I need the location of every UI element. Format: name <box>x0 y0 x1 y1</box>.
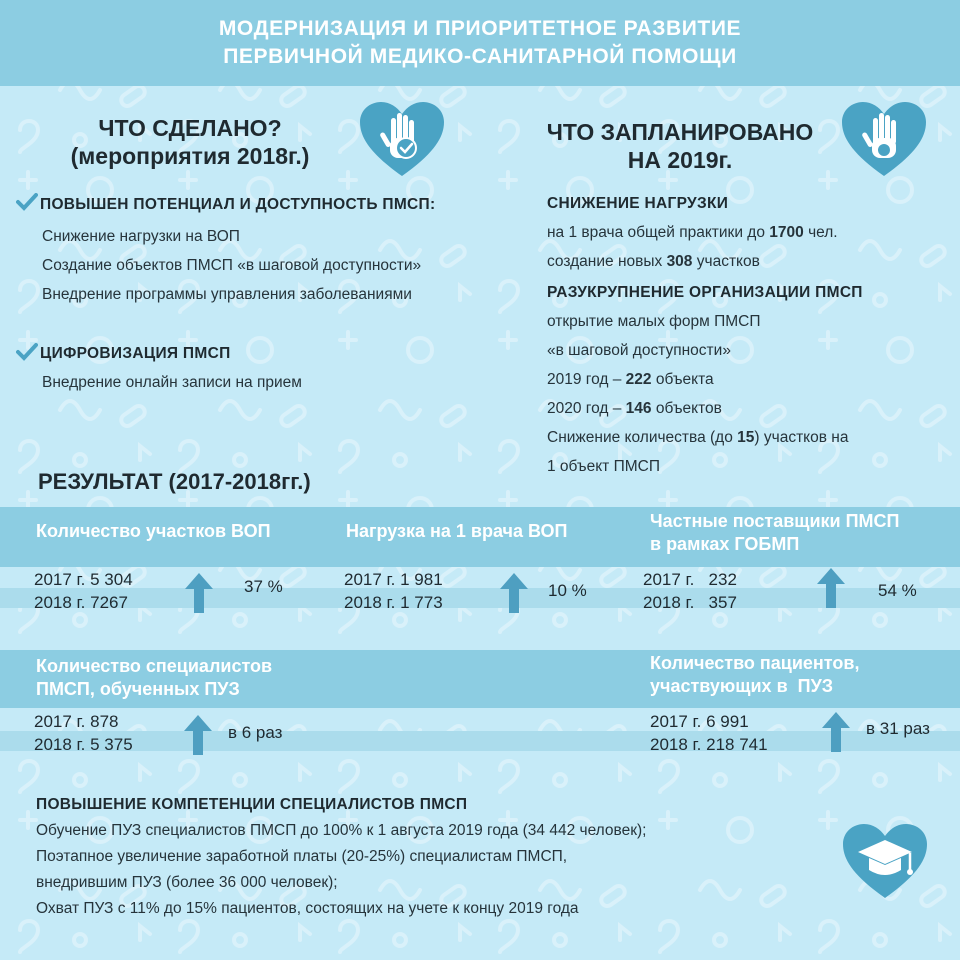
text: объектов <box>651 400 722 417</box>
metric-load-values <box>344 568 443 614</box>
value-2017: 2017 г. 232 <box>643 570 737 589</box>
list-item <box>547 423 957 452</box>
done-title-line2: (мероприятия 2018г.) <box>70 143 310 169</box>
check-icon <box>16 193 38 211</box>
value-2017: 2017 г. 6 991 <box>650 712 749 731</box>
metric-private-providers-heading <box>650 510 899 556</box>
planned-group2-heading: РАЗУКРУПНЕНИЕ ОРГАНИЗАЦИИ ПМСП <box>547 284 863 301</box>
competence-heading: ПОВЫШЕНИЕ КОМПЕТЕНЦИИ СПЕЦИАЛИСТОВ ПМСП <box>36 796 468 813</box>
up-arrow-icon <box>185 573 213 613</box>
heading-line1: Частные поставщики ПМСП <box>650 511 900 531</box>
bold-value: 222 <box>625 371 652 388</box>
metric-trained-specialists-values <box>34 710 133 756</box>
value-2018: 2018 г. 1 773 <box>344 593 443 612</box>
list-item: Снижение нагрузки на ВОП <box>42 228 240 245</box>
list-item: Поэтапное увеличение заработной платы (20-25%) специалистам ПМСП, <box>36 848 568 865</box>
text: 2020 год – <box>547 400 626 417</box>
bold-value: 308 <box>666 253 693 270</box>
list-item <box>547 247 947 276</box>
list-item: Охват ПУЗ с 11% до 15% пациентов, состоящих на учете к концу 2019 года <box>36 900 579 917</box>
results-title: РЕЗУЛЬТАТ (2017-2018гг.) <box>38 469 311 494</box>
heading-line1: Количество пациентов, <box>650 653 860 673</box>
metric-patients-values <box>650 710 768 756</box>
header-title-line1: МОДЕРНИЗАЦИЯ И ПРИОРИТЕТНОЕ РАЗВИТИЕ <box>218 17 742 40</box>
metric-ward-count-values <box>34 568 133 614</box>
metric-ward-count-change: 37 % <box>244 577 283 596</box>
metric-load-heading: Нагрузка на 1 врача ВОП <box>346 521 568 541</box>
text: объекта <box>651 371 714 388</box>
done-group1-heading: ПОВЫШЕН ПОТЕНЦИАЛ И ДОСТУПНОСТЬ ПМСП: <box>40 196 436 213</box>
up-arrow-icon <box>184 715 212 755</box>
metric-private-providers-change: 54 % <box>878 581 917 600</box>
text: Снижение количества (до <box>547 429 738 446</box>
results-stripe-2 <box>0 731 960 751</box>
done-group2-list <box>42 368 442 397</box>
competence-list <box>36 818 826 922</box>
planned-title-line1: ЧТО ЗАПЛАНИРОВАНО <box>546 119 814 145</box>
done-group2-heading: ЦИФРОВИЗАЦИЯ ПМСП <box>40 345 231 362</box>
list-item: Внедрение онлайн записи на прием <box>42 374 302 391</box>
bold-value: 1700 <box>769 224 804 241</box>
value-2017: 2017 г. 878 <box>34 712 119 731</box>
list-item <box>547 218 947 247</box>
metric-load-change: 10 % <box>548 581 587 600</box>
metric-trained-specialists-change: в 6 раз <box>228 723 283 742</box>
list-item <box>547 365 957 394</box>
list-item: Создание объектов ПМСП «в шаговой доступности» <box>42 257 422 274</box>
planned-group1-heading: СНИЖЕНИЕ НАГРУЗКИ <box>547 195 729 212</box>
heading-line2: ПМСП, обученных ПУЗ <box>36 679 240 699</box>
value-2018: 2018 г. 357 <box>643 593 737 612</box>
heart-hand-icon <box>840 100 928 180</box>
text: ) участков на <box>754 429 849 446</box>
text: участков <box>692 253 760 270</box>
results-stripe-1 <box>0 588 960 608</box>
heading-line2: в рамках ГОБМП <box>650 534 800 554</box>
text: на 1 врача общей практики до <box>547 224 770 241</box>
planned-title-line2: НА 2019г. <box>627 147 733 173</box>
list-item <box>547 394 957 423</box>
header-banner <box>0 0 960 86</box>
list-item: внедрившим ПУЗ (более 36 000 человек); <box>36 874 338 891</box>
done-title <box>40 114 340 170</box>
planned-group1-list <box>547 218 947 276</box>
planned-title <box>530 118 830 174</box>
text: 2019 год – <box>547 371 626 388</box>
value-2017: 2017 г. 5 304 <box>34 570 133 589</box>
value-2018: 2018 г. 7267 <box>34 593 128 612</box>
up-arrow-icon <box>822 712 850 752</box>
value-2018: 2018 г. 218 741 <box>650 735 768 754</box>
value-2017: 2017 г. 1 981 <box>344 570 443 589</box>
bold-value: 15 <box>737 429 755 446</box>
list-item: Внедрение программы управления заболеваниями <box>42 286 412 303</box>
done-group1-list <box>42 222 542 309</box>
header-title-line2: ПЕРВИЧНОЙ МЕДИКО-САНИТАРНОЙ ПОМОЩИ <box>223 45 737 68</box>
list-item: открытие малых форм ПМСП <box>547 313 761 330</box>
list-item: Обучение ПУЗ специалистов ПМСП до 100% к 1 августа 2019 года (34 442 человек); <box>36 822 647 839</box>
list-item: «в шаговой доступности» <box>547 342 731 359</box>
up-arrow-icon <box>500 573 528 613</box>
heading-line1: Количество специалистов <box>36 656 273 676</box>
heart-hand-check-icon <box>358 100 446 180</box>
up-arrow-icon <box>817 568 845 608</box>
planned-group2-list <box>547 307 957 481</box>
metric-ward-count-heading: Количество участков ВОП <box>36 521 271 541</box>
check-icon <box>16 343 38 361</box>
list-item: 1 объект ПМСП <box>547 458 660 475</box>
metric-trained-specialists-heading <box>36 655 272 701</box>
metric-private-providers-values <box>643 568 737 614</box>
text: создание новых <box>547 253 667 270</box>
graduation-cap-icon <box>840 822 930 902</box>
heading-line2: участвующих в ПУЗ <box>650 676 834 696</box>
text: чел. <box>803 224 838 241</box>
done-title-line1: ЧТО СДЕЛАНО? <box>98 115 282 141</box>
metric-patients-change: в 31 раз <box>866 719 930 738</box>
value-2018: 2018 г. 5 375 <box>34 735 133 754</box>
metric-patients-heading <box>650 652 859 698</box>
bold-value: 146 <box>625 400 652 417</box>
